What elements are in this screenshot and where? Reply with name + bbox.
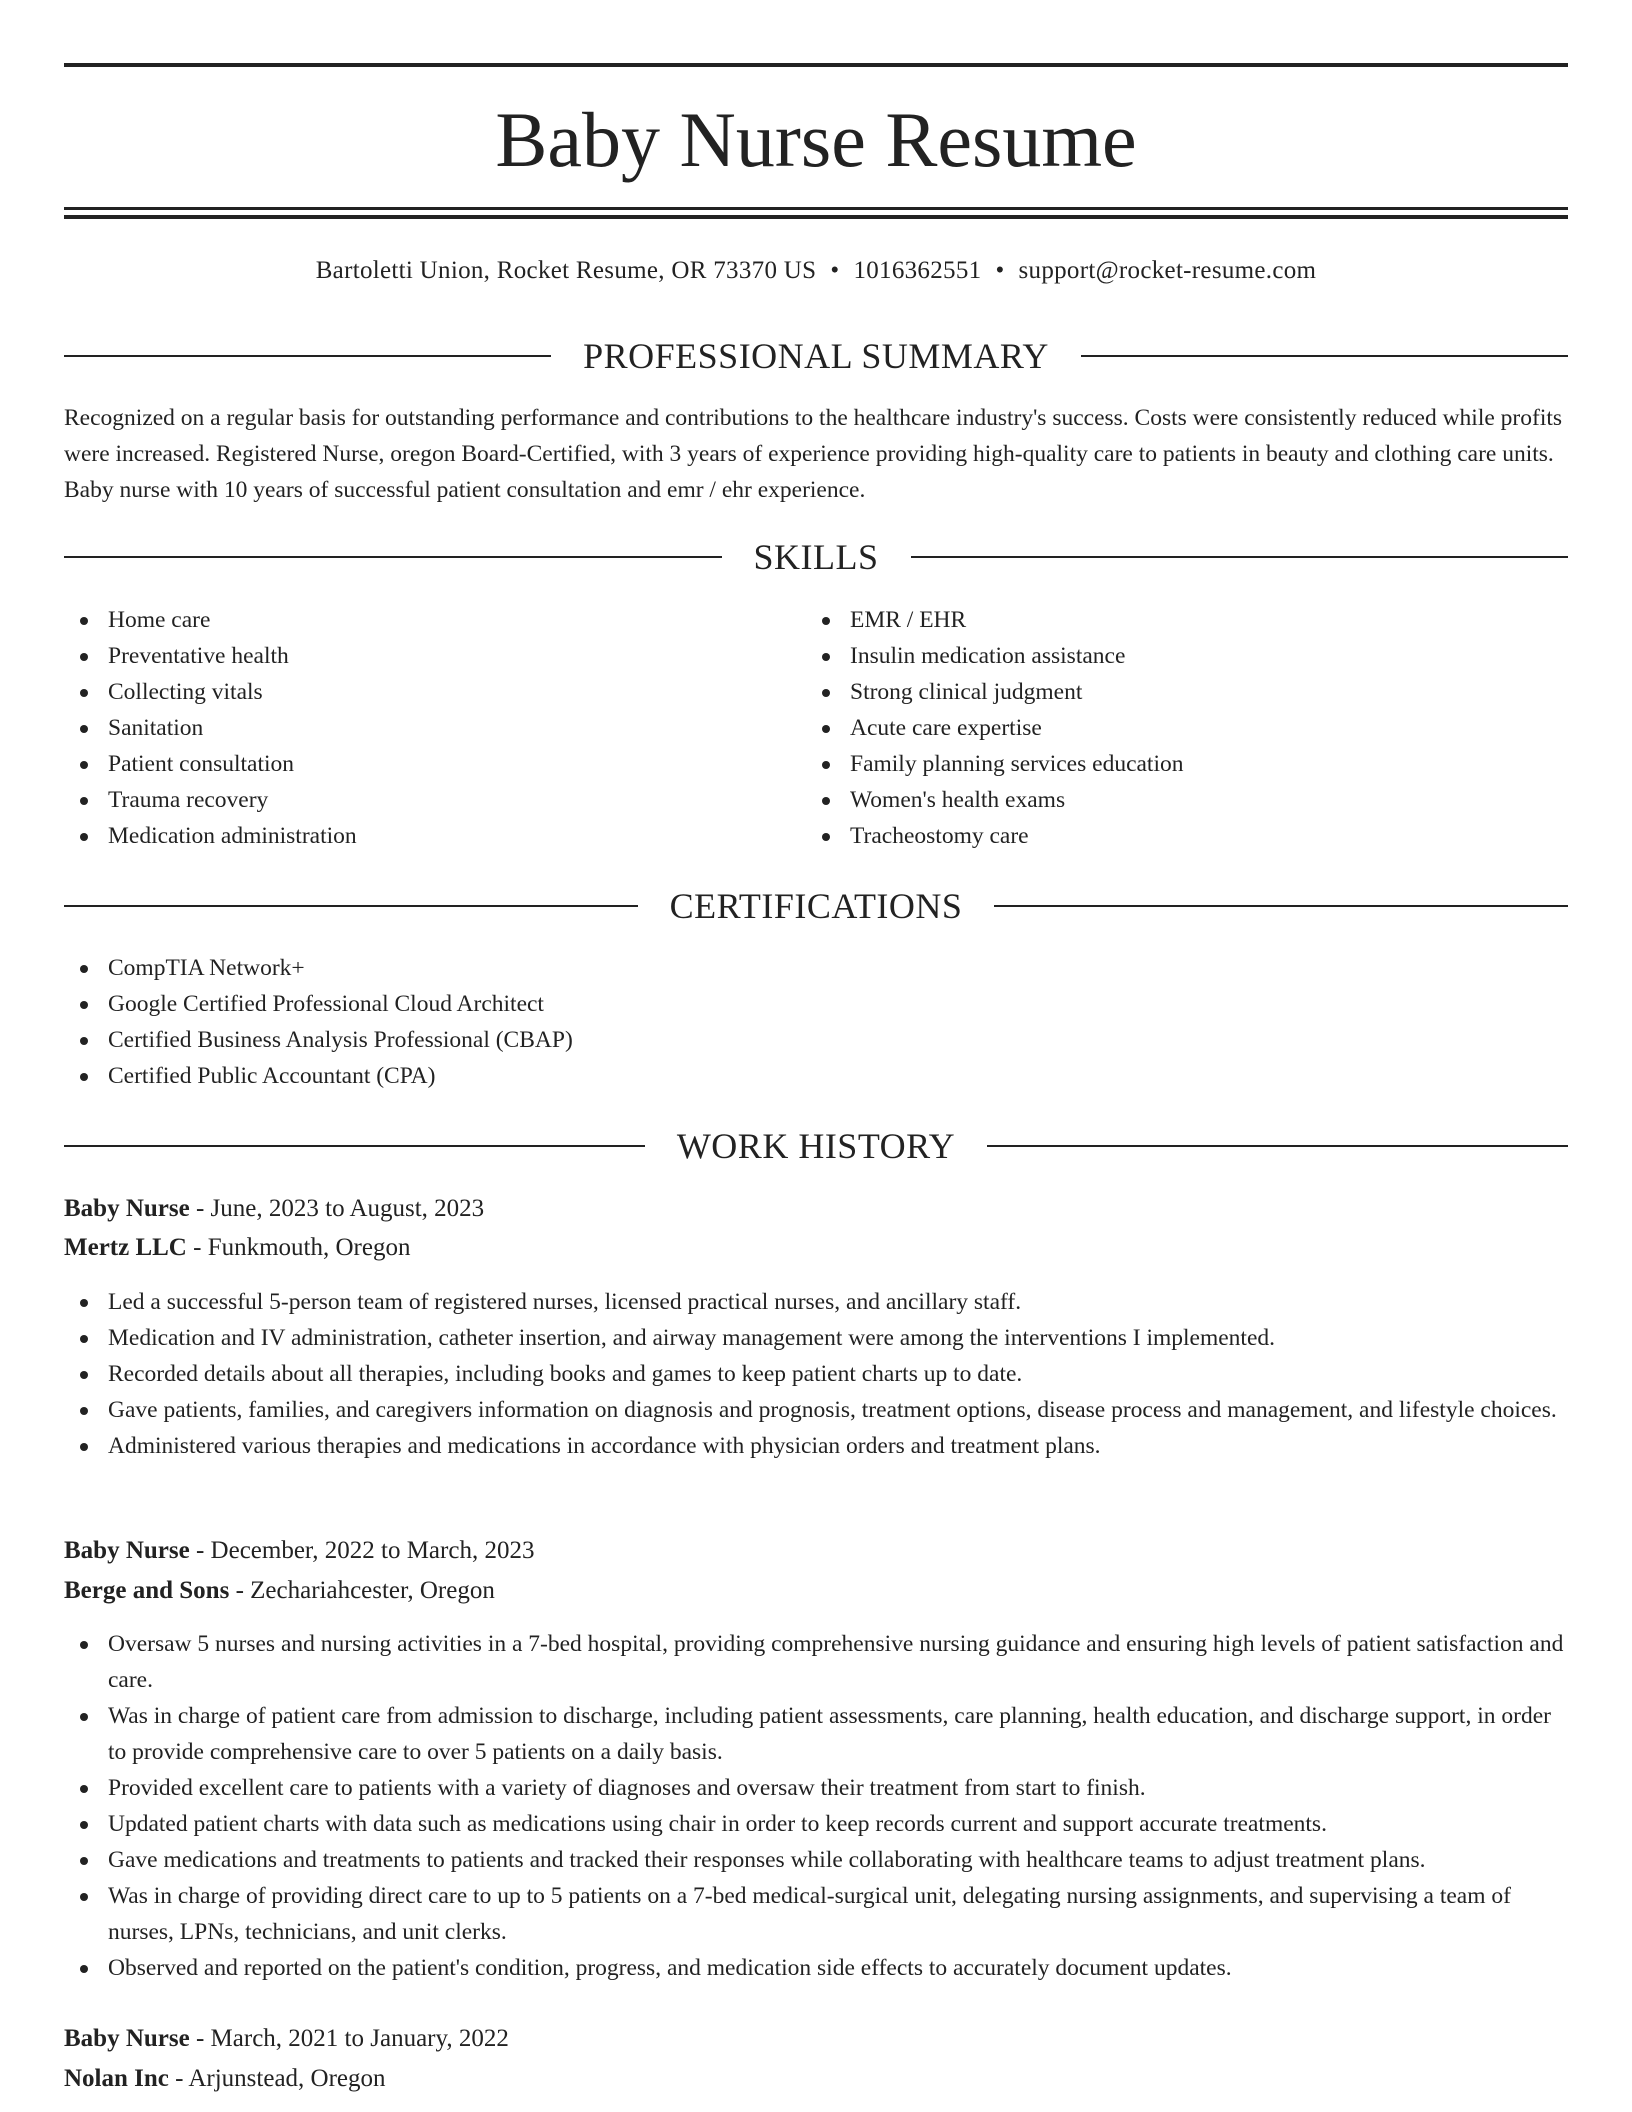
list-item	[108, 674, 808, 710]
list-item-text: Google Certified Professional Cloud Architect	[108, 991, 544, 1017]
section-divider-right	[987, 1145, 1568, 1147]
job-title: Baby Nurse	[64, 1195, 190, 1222]
skills-list-left	[64, 602, 808, 854]
list-item	[108, 950, 1568, 986]
job-company-line: Mertz LLC - Funkmouth, Oregon	[64, 1234, 411, 1261]
list-item	[850, 602, 1610, 638]
list-item-text: Strong clinical judgment	[850, 679, 1083, 705]
list-item-text: Observed and reported on the patient's condition, progress, and medication side effects to accurately document updates.	[108, 1955, 1232, 1981]
list-item	[108, 1842, 1568, 1878]
section-heading: SKILLS	[753, 537, 879, 577]
list-item-text: Family planning services education	[850, 751, 1184, 777]
list-item	[850, 674, 1610, 710]
job-title-line: Baby Nurse - June, 2023 to August, 2023	[64, 1195, 485, 1222]
bullet-icon	[80, 1785, 88, 1793]
list-item-text: Gave patients, families, and caregivers information on diagnosis and prognosis, treatment options, disease process and management, and lifestyle choices.	[108, 1397, 1557, 1423]
bullet-icon	[822, 761, 830, 769]
bullet-icon	[822, 689, 830, 697]
list-item-text: Medication and IV administration, catheter insertion, and airway management were among the interventions I implemented.	[108, 1325, 1276, 1351]
bullet-icon	[80, 1371, 88, 1379]
list-item-text: Provided excellent care to patients with a variety of diagnoses and oversaw their treatment from start to finish.	[108, 1775, 1146, 1801]
list-item-text: Administered various therapies and medications in accordance with physician orders and treatment plans.	[108, 1433, 1101, 1459]
list-item	[108, 1770, 1568, 1806]
section-divider-left	[64, 905, 638, 907]
list-item-text: Sanitation	[108, 715, 204, 741]
list-item	[108, 710, 808, 746]
bullet-icon	[80, 689, 88, 697]
list-item	[108, 1284, 1568, 1320]
job-company: Berge and Sons	[64, 1577, 230, 1604]
section-heading: WORK HISTORY	[676, 1126, 956, 1166]
job-title: Baby Nurse	[64, 2025, 190, 2052]
bullet-icon	[80, 1073, 88, 1081]
list-item	[850, 710, 1610, 746]
contact-separator: •	[995, 257, 1005, 284]
bullet-icon	[80, 1335, 88, 1343]
list-item	[850, 746, 1610, 782]
list-item	[108, 782, 808, 818]
list-item	[108, 746, 808, 782]
section-divider-right	[994, 905, 1568, 907]
bullet-icon	[822, 833, 830, 841]
title-divider-lower	[64, 215, 1568, 219]
section-divider-left	[64, 556, 722, 558]
job-location: Funkmouth, Oregon	[207, 1234, 411, 1261]
list-item	[850, 818, 1610, 854]
top-divider	[64, 63, 1568, 67]
list-item	[108, 1950, 1568, 1986]
contact-separator: •	[830, 257, 840, 284]
list-item	[850, 782, 1610, 818]
list-item-text: Was in charge of patient care from admission to discharge, including patient assessments, care planning, health education, and discharge support, in order to provide comprehensive care to over 5 patients on a daily basis.	[108, 1703, 1551, 1765]
title-divider-upper	[64, 207, 1568, 210]
list-item	[108, 1626, 1568, 1698]
list-item-text: Oversaw 5 nurses and nursing activities in a 7-bed hospital, providing comprehensive nursing guidance and ensuring high levels of patient satisfaction and care.	[108, 1631, 1564, 1693]
list-item	[108, 1356, 1568, 1392]
bullet-icon	[80, 653, 88, 661]
job-company-line: Berge and Sons - Zechariahcester, Oregon	[64, 1577, 495, 1604]
list-item	[108, 638, 808, 674]
list-item-text: Insulin medication assistance	[850, 643, 1126, 669]
skills-section-header	[64, 535, 1568, 579]
list-item-text: Recorded details about all therapies, including books and games to keep patient charts up to date.	[108, 1361, 1023, 1387]
section-divider-right	[1081, 355, 1568, 357]
list-item-text: Home care	[108, 607, 211, 633]
job-title-line: Baby Nurse - March, 2021 to January, 2022	[64, 2025, 509, 2052]
list-item-text: Patient consultation	[108, 751, 295, 777]
list-item	[108, 1428, 1568, 1464]
list-item	[108, 1878, 1568, 1950]
list-item-text: Certified Business Analysis Professional (CBAP)	[108, 1027, 573, 1053]
list-item-text: Medication administration	[108, 823, 357, 849]
list-item-text: Tracheostomy care	[850, 823, 1029, 849]
job-company: Mertz LLC	[64, 1234, 187, 1261]
bullet-icon	[80, 833, 88, 841]
list-item-text: Preventative health	[108, 643, 289, 669]
bullet-icon	[80, 1001, 88, 1009]
list-item-text: Led a successful 5-person team of registered nurses, licensed practical nurses, and ancillary staff.	[108, 1289, 1022, 1315]
list-item-text: Updated patient charts with data such as medications using chair in order to keep records current and support accurate treatments.	[108, 1811, 1327, 1837]
list-item	[108, 986, 1568, 1022]
job-location: Arjunstead, Oregon	[188, 2065, 386, 2092]
job-dates: December, 2022 to March, 2023	[210, 1537, 535, 1564]
list-item	[108, 602, 808, 638]
bullet-icon	[80, 1713, 88, 1721]
job-duties-list	[64, 1626, 1568, 1986]
bullet-icon	[80, 1037, 88, 1045]
certifications-section-header	[64, 884, 1568, 928]
job-location: Zechariahcester, Oregon	[250, 1577, 495, 1604]
job-title: Baby Nurse	[64, 1537, 190, 1564]
job-company: Nolan Inc	[64, 2065, 169, 2092]
list-item	[108, 818, 808, 854]
list-item-text: Collecting vitals	[108, 679, 263, 705]
job-dates: March, 2021 to January, 2022	[210, 2025, 509, 2052]
section-divider-left	[64, 1145, 645, 1147]
bullet-icon	[80, 1299, 88, 1307]
skills-list-right	[806, 602, 1610, 854]
list-item-text: Acute care expertise	[850, 715, 1042, 741]
bullet-icon	[80, 1821, 88, 1829]
section-heading: CERTIFICATIONS	[669, 886, 963, 926]
list-item-text: Women's health exams	[850, 787, 1066, 813]
job-dates: June, 2023 to August, 2023	[210, 1195, 485, 1222]
job-company-line: Nolan Inc - Arjunstead, Oregon	[64, 2065, 386, 2092]
list-item-text: CompTIA Network+	[108, 955, 305, 981]
section-heading: PROFESSIONAL SUMMARY	[583, 336, 1049, 376]
list-item	[108, 1698, 1568, 1770]
bullet-icon	[80, 617, 88, 625]
list-item	[108, 1320, 1568, 1356]
bullet-icon	[822, 797, 830, 805]
bullet-icon	[80, 1443, 88, 1451]
list-item-text: Certified Public Accountant (CPA)	[108, 1063, 436, 1089]
list-item-text: Was in charge of providing direct care to up to 5 patients on a 7-bed medical-surgical unit, delegating nursing assignments, and supervising a team of nurses, LPNs, technicians, and unit clerks.	[108, 1883, 1511, 1945]
list-item	[850, 638, 1610, 674]
bullet-icon	[80, 761, 88, 769]
bullet-icon	[80, 725, 88, 733]
bullet-icon	[80, 1407, 88, 1415]
contact-phone: 1016362551	[853, 257, 982, 284]
section-divider-right	[911, 556, 1569, 558]
resume-title: Baby Nurse Resume	[495, 96, 1137, 183]
list-item	[108, 1058, 1568, 1094]
job-title-line: Baby Nurse - December, 2022 to March, 2023	[64, 1537, 535, 1564]
list-item-text: Gave medications and treatments to patients and tracked their responses while collaborating with healthcare teams to adjust treatment plans.	[108, 1847, 1426, 1873]
bullet-icon	[80, 1965, 88, 1973]
list-item	[108, 1806, 1568, 1842]
list-item	[108, 1022, 1568, 1058]
summary-text: Recognized on a regular basis for outstanding performance and contributions to the healthcare industry's success. Costs were consistently reduced while profits were increased. Registered Nurse, oregon Board-Certified, with 3 years of experience providing high-quality care to patients in beauty and clothing care units. Baby nurse with 10 years of successful patient consultation and emr / ehr experience.	[64, 405, 1563, 503]
work-section-header	[64, 1124, 1568, 1168]
job-duties-list	[64, 1284, 1568, 1464]
bullet-icon	[80, 1857, 88, 1865]
bullet-icon	[80, 1893, 88, 1901]
contact-email: support@rocket-resume.com	[1018, 257, 1317, 284]
bullet-icon	[822, 725, 830, 733]
bullet-icon	[80, 1641, 88, 1649]
section-divider-left	[64, 355, 551, 357]
bullet-icon	[80, 797, 88, 805]
bullet-icon	[822, 653, 830, 661]
bullet-icon	[822, 617, 830, 625]
summary-section-header	[64, 334, 1568, 378]
bullet-icon	[80, 965, 88, 973]
contact-line	[64, 254, 1568, 288]
list-item-text: Trauma recovery	[108, 787, 269, 813]
certifications-list	[64, 950, 1568, 1094]
contact-address: Bartoletti Union, Rocket Resume, OR 73370 US	[315, 257, 817, 284]
list-item-text: EMR / EHR	[850, 607, 967, 633]
list-item	[108, 1392, 1568, 1428]
